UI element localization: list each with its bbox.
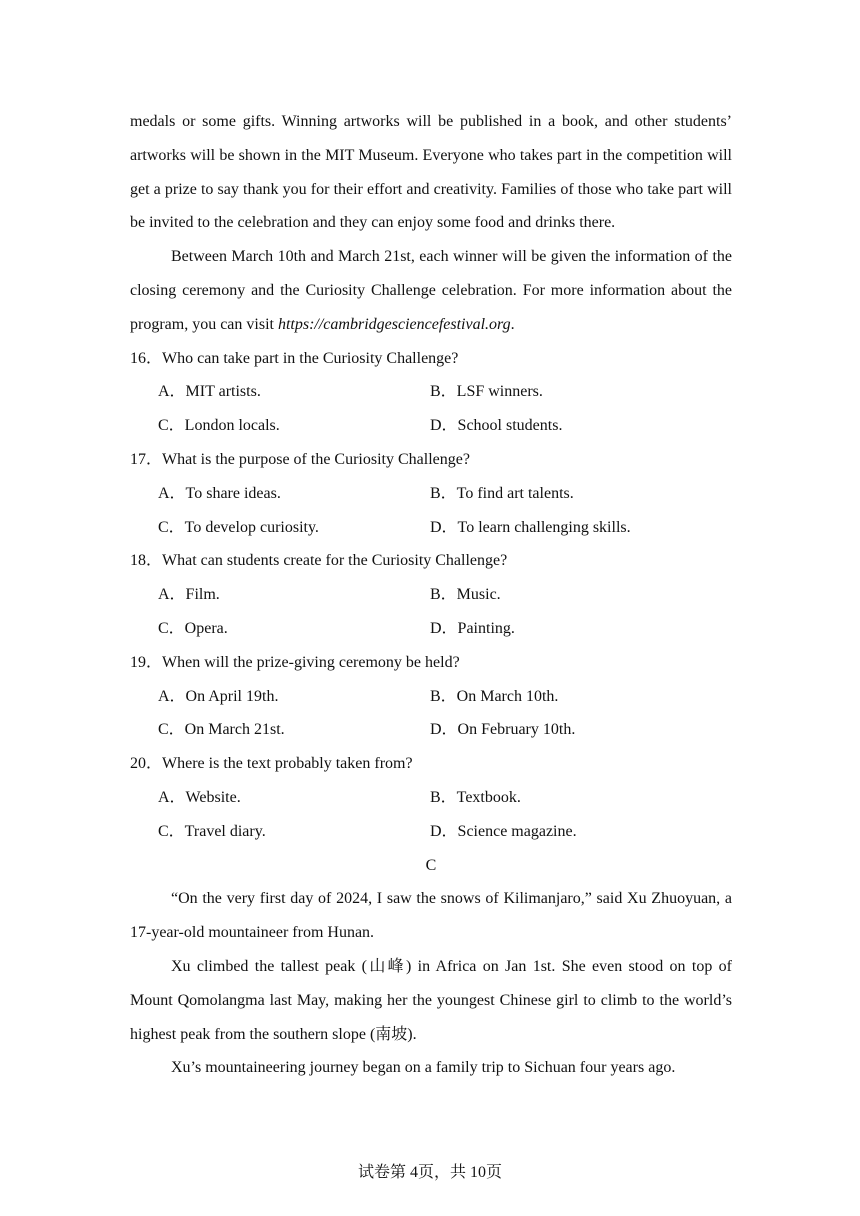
option-a: A．MIT artists. xyxy=(158,383,261,401)
question-stem xyxy=(130,646,732,680)
question-stem xyxy=(130,544,732,578)
question-number: 18． xyxy=(130,552,163,570)
option-b: B．LSF winners. xyxy=(430,383,543,401)
section-heading: C xyxy=(425,856,437,874)
answer-options xyxy=(130,578,732,646)
answer-options xyxy=(130,680,732,748)
option-d: D．Science magazine. xyxy=(430,822,577,840)
paragraph-text: Between March 10th and March 21st, each winner will be given the information of the closing ceremony and the Curiosity Challenge celebration. For more information about the program, you can visit xyxy=(130,248,732,333)
option-b: B．On March 10th. xyxy=(430,687,559,705)
passage-c-paragraph: Xu’s mountaineering journey began on a family trip to Sichuan four years ago. xyxy=(171,1059,676,1077)
question-number: 19． xyxy=(130,653,163,671)
question-text: Where is the text probably taken from? xyxy=(162,755,413,773)
passage-c-paragraph: Xu climbed the tallest peak (山峰) in Africa on Jan 1st. She even stood on top of Mount Qomolangma last May, making her the youngest Chinese girl to climb to the world’s highest peak from the southern slope (南坡). xyxy=(130,957,732,1043)
question-stem xyxy=(130,747,732,781)
option-b: B．Music. xyxy=(430,586,501,604)
question-18 xyxy=(130,544,732,645)
option-a: A．Website. xyxy=(158,788,241,806)
option-c: C．Travel diary. xyxy=(158,822,266,840)
festival-url: https://cambridgesciencefestival.org xyxy=(277,315,511,333)
question-16 xyxy=(130,342,732,443)
answer-options xyxy=(130,781,732,849)
answer-options xyxy=(130,375,732,443)
page-footer: 试卷第 4页，共 10页 xyxy=(357,1164,502,1181)
question-stem xyxy=(130,342,732,376)
option-c: C．On March 21st. xyxy=(158,721,285,739)
answer-options xyxy=(130,477,732,545)
question-number: 17． xyxy=(130,450,163,468)
option-a: A．To share ideas. xyxy=(158,484,281,502)
option-c: C．To develop curiosity. xyxy=(158,518,319,536)
option-d: D．On February 10th. xyxy=(430,721,576,739)
option-b: B．To find art talents. xyxy=(430,484,574,502)
passage-c-paragraph: “On the very first day of 2024, I saw the snows of Kilimanjaro,” said Xu Zhuoyuan, a 17-year-old mountaineer from Hunan. xyxy=(130,890,732,942)
question-text: Who can take part in the Curiosity Challenge? xyxy=(162,349,459,367)
page-content xyxy=(130,105,732,1085)
question-text: What can students create for the Curiosity Challenge? xyxy=(162,552,508,570)
question-20 xyxy=(130,747,732,848)
question-text: What is the purpose of the Curiosity Challenge? xyxy=(162,450,470,468)
option-a: A．Film. xyxy=(158,586,220,604)
option-c: C．Opera. xyxy=(158,619,228,637)
question-stem xyxy=(130,443,732,477)
url-period: . xyxy=(510,315,515,333)
option-d: D．School students. xyxy=(430,417,563,435)
passage-b-paragraph-dates xyxy=(130,240,732,341)
option-a: A．On April 19th. xyxy=(158,687,279,705)
option-d: D．To learn challenging skills. xyxy=(430,518,631,536)
option-d: D．Painting. xyxy=(430,619,515,637)
question-text: When will the prize-giving ceremony be held? xyxy=(162,653,460,671)
question-number: 20． xyxy=(130,755,163,773)
question-17 xyxy=(130,443,732,544)
question-19 xyxy=(130,646,732,747)
question-number: 16． xyxy=(130,349,163,367)
option-c: C．London locals. xyxy=(158,417,280,435)
passage-b-paragraph-continued: medals or some gifts. Winning artworks will be published in a book, and other students’ artworks will be shown in the MIT Museum. Everyone who takes part in the competition will get a prize to say thank you for their effort and creativity. Families of those who take part will be invited to the celebration and they can enjoy some food and drinks there. xyxy=(130,113,732,232)
option-b: B．Textbook. xyxy=(430,788,521,806)
